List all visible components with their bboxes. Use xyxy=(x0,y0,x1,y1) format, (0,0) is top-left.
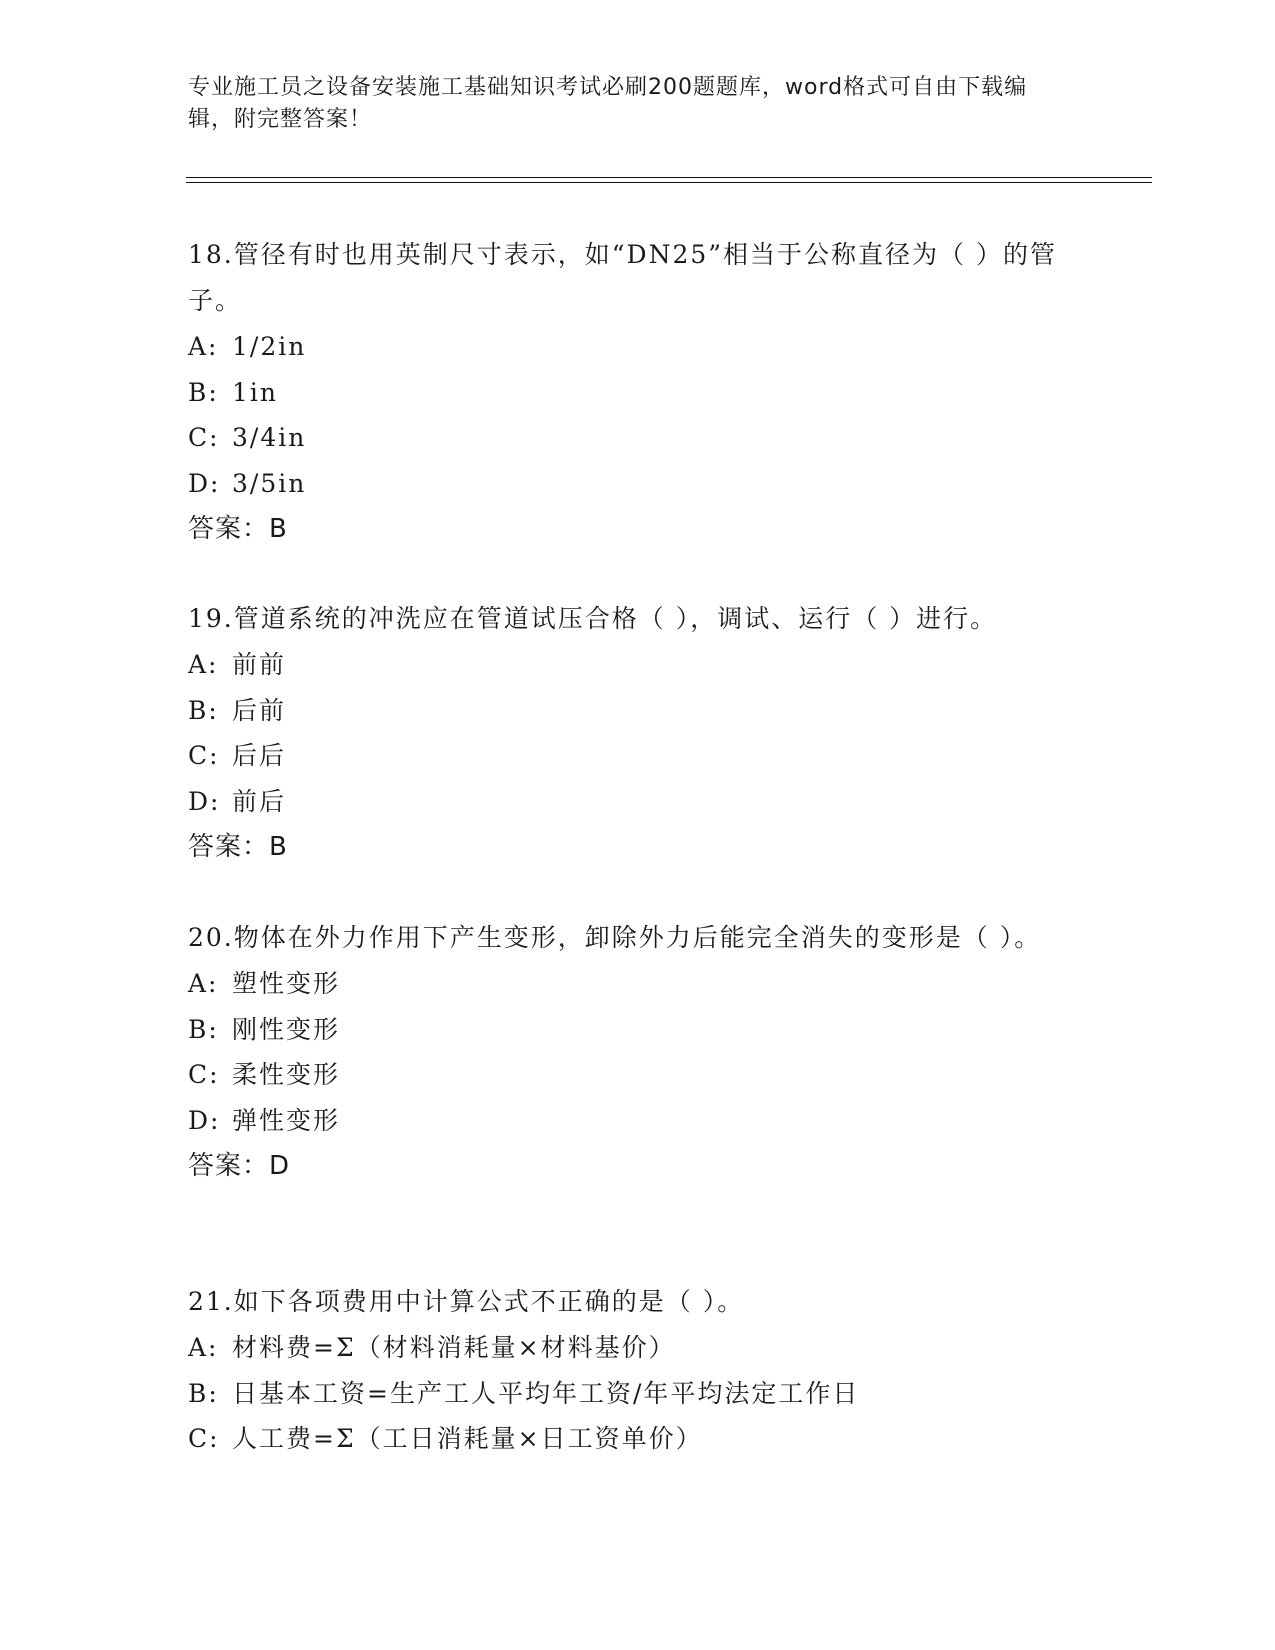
option-key: B: xyxy=(188,1378,219,1408)
option-b xyxy=(188,1007,1058,1053)
option-b xyxy=(188,370,1058,416)
question-20 xyxy=(188,915,1058,1189)
option-text: 刚性变形 xyxy=(232,1014,341,1044)
question-text: 20.物体在外力作用下产生变形，卸除外力后能完全消失的变形是（ ）。 xyxy=(188,923,1042,952)
question-text: 19.管道系统的冲洗应在管道试压合格（ ），调试、运行（ ）进行。 xyxy=(188,604,998,633)
question-19 xyxy=(188,596,1058,870)
option-text: 前前 xyxy=(232,650,287,679)
option-b xyxy=(188,1371,1058,1417)
question-text: 18.管径有时也用英制尺寸表示，如“DN25”相当于公称直径为（ ）的管子。 xyxy=(188,240,1057,315)
question-21 xyxy=(188,1279,1058,1462)
option-d xyxy=(188,779,1058,825)
option-text: 日基本工资=生产工人平均年工资/年平均法定工作日 xyxy=(232,1378,860,1408)
question-text: 21.如下各项费用中计算公式不正确的是（ ）。 xyxy=(188,1287,745,1316)
option-text: 1/2in xyxy=(232,332,307,361)
option-key: D: xyxy=(188,468,221,498)
option-text: 后后 xyxy=(232,741,287,770)
option-key: B: xyxy=(188,377,219,407)
option-key: D: xyxy=(188,786,221,816)
option-text: 材料费=Σ（材料消耗量×材料基价） xyxy=(232,1333,676,1362)
option-a xyxy=(188,1325,1058,1371)
answer-line: 答案：B xyxy=(188,832,288,862)
option-key: A: xyxy=(188,1333,219,1362)
option-text: 柔性变形 xyxy=(232,1060,341,1089)
option-key: B: xyxy=(188,1014,219,1044)
option-d xyxy=(188,1098,1058,1144)
option-c xyxy=(188,415,1058,461)
option-c xyxy=(188,1052,1058,1098)
option-key: C: xyxy=(188,741,220,770)
option-text: 3/5in xyxy=(232,468,307,498)
answer-line: 答案：B xyxy=(188,514,288,544)
option-text: 3/4in xyxy=(232,423,307,452)
option-key: A: xyxy=(188,332,219,361)
question-18 xyxy=(188,232,1058,552)
option-key: D: xyxy=(188,1105,221,1135)
option-d xyxy=(188,461,1058,507)
option-a xyxy=(188,324,1058,370)
option-key: A: xyxy=(188,969,219,998)
option-text: 弹性变形 xyxy=(232,1105,341,1135)
document-header: 专业施工员之设备安装施工基础知识考试必刷200题题库，word格式可自由下载编辑，附完整答案！ xyxy=(188,75,1028,132)
option-b xyxy=(188,688,1058,734)
option-c xyxy=(188,733,1058,779)
option-text: 人工费=Σ（工日消耗量×日工资单价） xyxy=(232,1424,703,1453)
option-a xyxy=(188,961,1058,1007)
option-text: 前后 xyxy=(232,786,287,816)
option-key: C: xyxy=(188,1424,220,1453)
answer-line: 答案：D xyxy=(188,1151,291,1181)
option-key: B: xyxy=(188,695,219,725)
option-text: 1in xyxy=(232,377,279,407)
option-c xyxy=(188,1416,1058,1462)
option-key: C: xyxy=(188,423,220,452)
option-key: A: xyxy=(188,650,219,679)
option-text: 塑性变形 xyxy=(232,969,341,998)
option-key: C: xyxy=(188,1060,220,1089)
option-a xyxy=(188,642,1058,688)
header-divider-top xyxy=(186,177,1152,178)
header-divider-bottom xyxy=(186,182,1152,183)
option-text: 后前 xyxy=(232,695,287,725)
